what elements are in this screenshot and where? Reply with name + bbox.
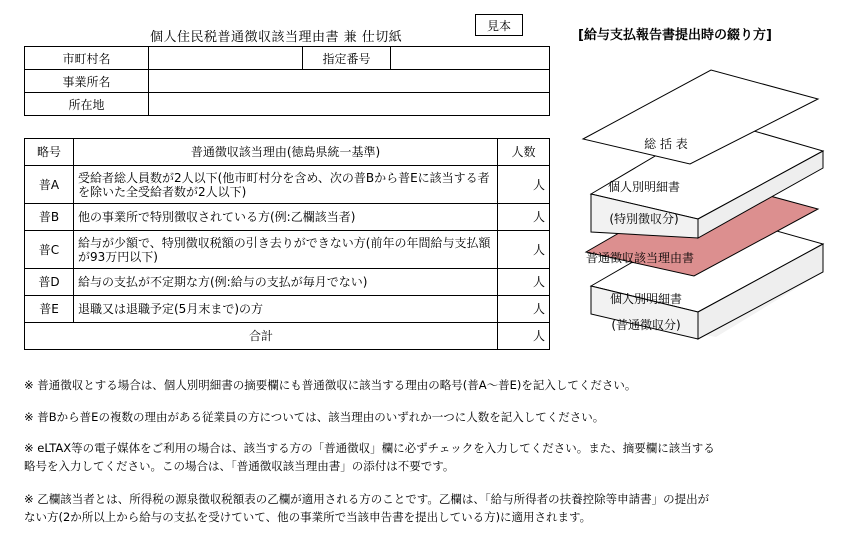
designation-number-label: 指定番号 [303,47,391,70]
layer4-sub: (普通徴収分) [611,318,681,332]
total-count-field[interactable]: 人 [498,323,550,350]
reason-table [24,138,550,350]
municipality-field[interactable] [149,47,303,70]
table-row [25,204,550,231]
sample-stamp: 見本 [475,14,523,36]
row-reason: 退職又は退職予定(5月末まで)の方 [74,296,498,323]
office-name-field[interactable] [149,70,550,93]
row-code: 普E [25,296,74,323]
row-code: 普B [25,204,74,231]
binding-order-diagram [578,66,838,356]
row-code: 普A [25,166,74,204]
note-2: ※ 普Bから普Eの複数の理由がある従業員の方については、該当理由のいずれか一つに人数を記入してください。 [24,410,605,424]
table-row [25,231,550,269]
row-count-field[interactable]: 人 [498,166,550,204]
total-row [25,323,550,350]
total-label: 合計 [25,323,498,350]
header-count: 人数 [498,139,550,166]
row-count-field[interactable]: 人 [498,204,550,231]
binding-order-heading: [給与支払報告書提出時の綴り方] [578,28,772,43]
table-row [25,166,550,204]
layer2-title: 個人別明細書 [607,180,681,194]
row-reason: 給与が少額で、特別徴収税額の引き去りができない方(前年の年間給与支払額が93万円以下) [74,231,498,269]
layer2-sub: (特別徴収分) [609,212,679,226]
address-field[interactable] [149,93,550,116]
designation-number-field[interactable] [391,47,550,70]
row-reason: 他の事業所で特別徴収されている方(例:乙欄該当者) [74,204,498,231]
note-1: ※ 普通徴収とする場合は、個人別明細書の摘要欄にも普通徴収に該当する理由の略号(普A～普E)を記入してください。 [24,378,637,392]
header-reason: 普通徴収該当理由(徳島県統一基準) [74,139,498,166]
row-count-field[interactable]: 人 [498,269,550,296]
layer1-label: 総 括 表 [644,137,688,151]
municipality-label: 市町村名 [25,47,149,70]
page-title: 個人住民税普通徴収該当理由書 兼 仕切紙 [150,30,403,45]
row-reason: 受給者総人員数が2人以下(他市町村分を含め、次の普Bから普Eに該当する者を除いた全受給者数が2人以下) [74,166,498,204]
layer4-title: 個人別明細書 [609,292,683,306]
office-name-label: 事業所名 [25,70,149,93]
note-4: ※ 乙欄該当者とは、所得税の源泉徴収税額表の乙欄が適用される方のことです。乙欄は、「給与所得者の扶養控除等申請書」の提出がない方(2か所以上から給与の支払を受けていて、他の事業所で当該申告書を提出している方)に適用されます。 [24,492,710,524]
layer3-label: 普通徴収該当理由書 [585,251,695,265]
row-code: 普D [25,269,74,296]
table-row [25,296,550,323]
table-row [25,269,550,296]
row-count-field[interactable]: 人 [498,296,550,323]
row-count-field[interactable]: 人 [498,231,550,269]
info-table [24,46,550,116]
row-code: 普C [25,231,74,269]
row-reason: 給与の支払が不定期な方(例:給与の支払が毎月でない) [74,269,498,296]
address-label: 所在地 [25,93,149,116]
note-3: ※ eLTAX等の電子媒体をご利用の場合は、該当する方の「普通徴収」欄に必ずチェックを入力してください。また、摘要欄に該当する略号を入力してください。この場合は、「普通徴収該当理由書」の添付は不要です。 [24,441,715,473]
header-code: 略号 [25,139,74,166]
